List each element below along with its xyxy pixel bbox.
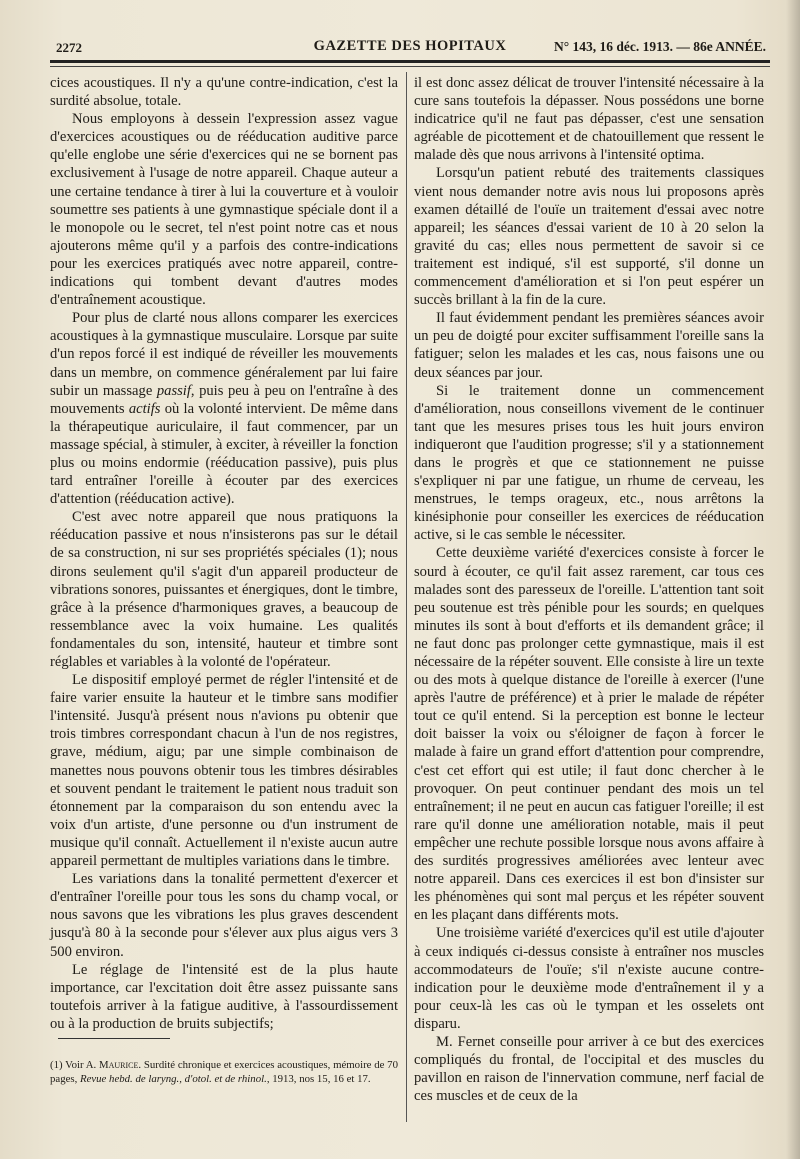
paragraph: Le réglage de l'intensité est de la plus haute importance, car l'excitation doit être assez puissante sans toutefois arriver à la fatigue auditive, à l'assourdissement ou à la production de bruits subjectifs; xyxy=(50,961,398,1032)
column-divider xyxy=(406,72,407,1122)
header-rule-thick xyxy=(50,60,770,63)
issue-info: N° 143, 16 déc. 1913. — 86e ANNÉE. xyxy=(553,39,766,54)
emphasis-passif: passif xyxy=(156,382,191,399)
paragraph: Lorsqu'un patient rebuté des traitements classiques vient nous demander notre avis nous lui proposons après examen détaillé de l'ouïe un traitement d'essai avec notre appareil; les séances d'essai varient de 10 à 20 selon la gravité du cas; elles nous permettent de savoir si ce traitement est indiqué, s'il est supporté, s'il donne un commencement d'amélioration et si l'on peut espérer un succès brillant à la fin de la cure. xyxy=(414,165,764,309)
footnote-journal: Revue hebd. de laryng., d'otol. et de rhinol. xyxy=(79,1073,267,1085)
footnote-rule xyxy=(58,1038,170,1039)
paragraph: Le dispositif employé permet de régler l'intensité et de faire varier ensuite la hauteur et le timbre sans modifier l'intensité. Jusqu'à présent nous n'avions pu obtenir que trois timbres correspondant chacun à l'un de nos registres, grave, médium, aigu; par une simple combinaison de manettes nous pouvons obtenir tous les timbres désirables et souvent pendant le traitement le patient nous traduit son étonnement par la comparaison du son entendu avec la voix d'un artiste, d'une personne ou d'un instrument de musique qu'il connaît. Actuellement il n'existe aucun autre appareil permettant de multiples variations dans le timbre. xyxy=(50,672,398,870)
paragraph: C'est avec notre appareil que nous pratiquons la rééducation passive et nous n'insisterons pas sur le détail de sa construction, ni sur ses propriétés spéciales (1); nous dirons seulement qu'il s'agit d'un appareil producteur de vibrations sonores, puissantes et énergiques, dont le timbre, grâce à la présence d'harmoniques graves, a beaucoup de ressemblance avec la voix humaine. Les qualités fondamentales du son, intensité, hauteur et timbre sont réglables et variables à la volonté de l'opérateur. xyxy=(50,509,398,670)
paragraph: il est donc assez délicat de trouver l'intensité nécessaire à la cure sans toutefois la dépasser. Nous possédons une borne indicatrice qu'il ne faut pas dépasser, c'est une sensation agréable de picottement et de chatouillement que ressent le malade dès que nous arrivons à l'intensité optima. xyxy=(414,75,764,164)
paragraph: Une troisième variété d'exercices qu'il est utile d'ajouter à ceux indiqués ci-dessus consiste à entraîner nos muscles accommodateurs de l'ouïe; s'il n'existe aucune contre-indication pour le deuxième mode d'entraînement il y a pour ceux-là les cas où le tympan et les osselets ont disparu. xyxy=(414,925,764,1032)
journal-title: GAZETTE DES HOPITAUX xyxy=(313,38,507,54)
footnote: (1) Voir A. Maurice. Surdité chronique et exercices acoustiques, mémoire de 70 pages, Revue hebd. de laryng., d'otol. et de rhinol., 1913, nos 15, 16 et 17. xyxy=(50,1059,398,1085)
paragraph: Cette deuxième variété d'exercices consiste à forcer le sourd à écouter, ce qu'il fait assez rarement, car tous ces malades sont des paresseux de l'oreille. L'attention tant soit peu soutenue est très pénible pour les sourds; en quelques minutes ils sont à bout d'efforts et ils demandent grâce; il ne faut donc pas prolonger cette gymnastique, mais il est nécessaire de la répéter souvent. Elle consiste à lire un texte ou des mots à quelque distance de l'oreille à exercer (l'une après l'autre de préférence) et à prier le malade de répéter tout ce qu'il entend. Si la perception est bonne le lecteur doit baisser la voix ou s'éloigner de façon à forcer le malade à faire un grand effort d'attention pour comprendre, c'est cet effort qui est utile; il faut donc chercher à le provoquer. On peut continuer pendant des mois un tel entraînement; il ne peut en aucun cas fatiguer l'oreille; il est rare qu'il donne une amélioration notable, mais il peut empêcher une rechute possible lorsque nous avons affaire à des surdités progressives améliorées avec lenteur avec notre appareil. Dans ces exercices il est bon d'insister sur les phénomènes qui sont mal perçus et les répéter souvent en les plaçant dans différents mots. xyxy=(414,545,764,924)
page-edge-shadow xyxy=(786,0,800,1159)
paragraph: Les variations dans la tonalité permettent d'exercer et d'entraîner l'oreille pour tous les sons du champ vocal, or nous savons que les vibrations les plus graves descendent jusqu'à 80 à la seconde pour s'élever aux plus aigus vers 3 500 environ. xyxy=(50,871,398,960)
footnote-author: Maurice xyxy=(99,1059,139,1071)
page-header xyxy=(50,38,770,60)
paragraph: Si le traitement donne un commencement d'amélioration, nous conseillons vivement de le continuer tant que les mesures prises tous les huit jours environ indiqueront que l'audition progresse; s'il y a stationnement dans le progrès et que ce stationnement ne puisse s'expliquer ni par une fatigue, un rhume de cerveau, les menstrues, le temps orageux, etc., nous arrêtons la kinésiphonie pour conseiller les exercices de rééducation active, si le cas semble le nécessiter. xyxy=(414,382,764,544)
paragraph: cices acoustiques. Il n'y a qu'une contre-indication, c'est la surdité absolue, totale. xyxy=(50,75,398,110)
page-number: 2272 xyxy=(56,40,82,55)
paragraph: M. Fernet conseille pour arriver à ce but des exercices compliqués du frontal, de l'occipital et des muscles du pavillon en raison de l'innervation commune, nerf facial de ces muscles et de ceux de la xyxy=(414,1033,764,1105)
left-column xyxy=(50,74,398,1033)
header-rule-thin xyxy=(50,66,770,67)
right-column xyxy=(414,74,764,1105)
paragraph: Il faut évidemment pendant les premières séances avoir un peu de doigté pour exciter suffisamment l'oreille sans la fatiguer; selon les malades et les cas, nous faisons une ou deux séances par jour. xyxy=(414,310,764,381)
paragraph: Nous employons à dessein l'expression assez vague d'exercices acoustiques ou de rééducation auditive parce qu'elle englobe une série d'exercices qui ne se bornent pas exclusivement à l'usage de notre appareil. Chaque auteur a une certaine tendance à tirer à lui la couverture et à vouloir soumettre ses patients à une gymnastique spéciale dont il a le monopole ou le secret, tel n'est point notre cas et nous ajouterons même qu'il y a parfois des contre-indications pour les exercices pratiqués avec notre appareil, contre-indications qui tombent devant d'autres modes d'entraînement acoustique. xyxy=(50,111,398,309)
paragraph: Pour plus de clarté nous allons comparer les exercices acoustiques à la gymnastique musculaire. Lorsque par suite d'un repos forcé il est indiqué de réveiller les mouvements dans un membre, on commence généralement par lui faire subir un massage passif, puis peu à peu on l'entraîne à des mouvements actifs où la volonté intervient. De même dans la thérapeutique auriculaire, il faut commencer, par un massage spécial, à stimuler, à exciter, à réveiller la fonction plus ou moins endormie (rééducation passive), puis plus tard entraîner l'oreille à écouter par des exercices d'attention (rééducation active). xyxy=(50,310,399,508)
emphasis-actifs: actifs xyxy=(128,400,161,417)
